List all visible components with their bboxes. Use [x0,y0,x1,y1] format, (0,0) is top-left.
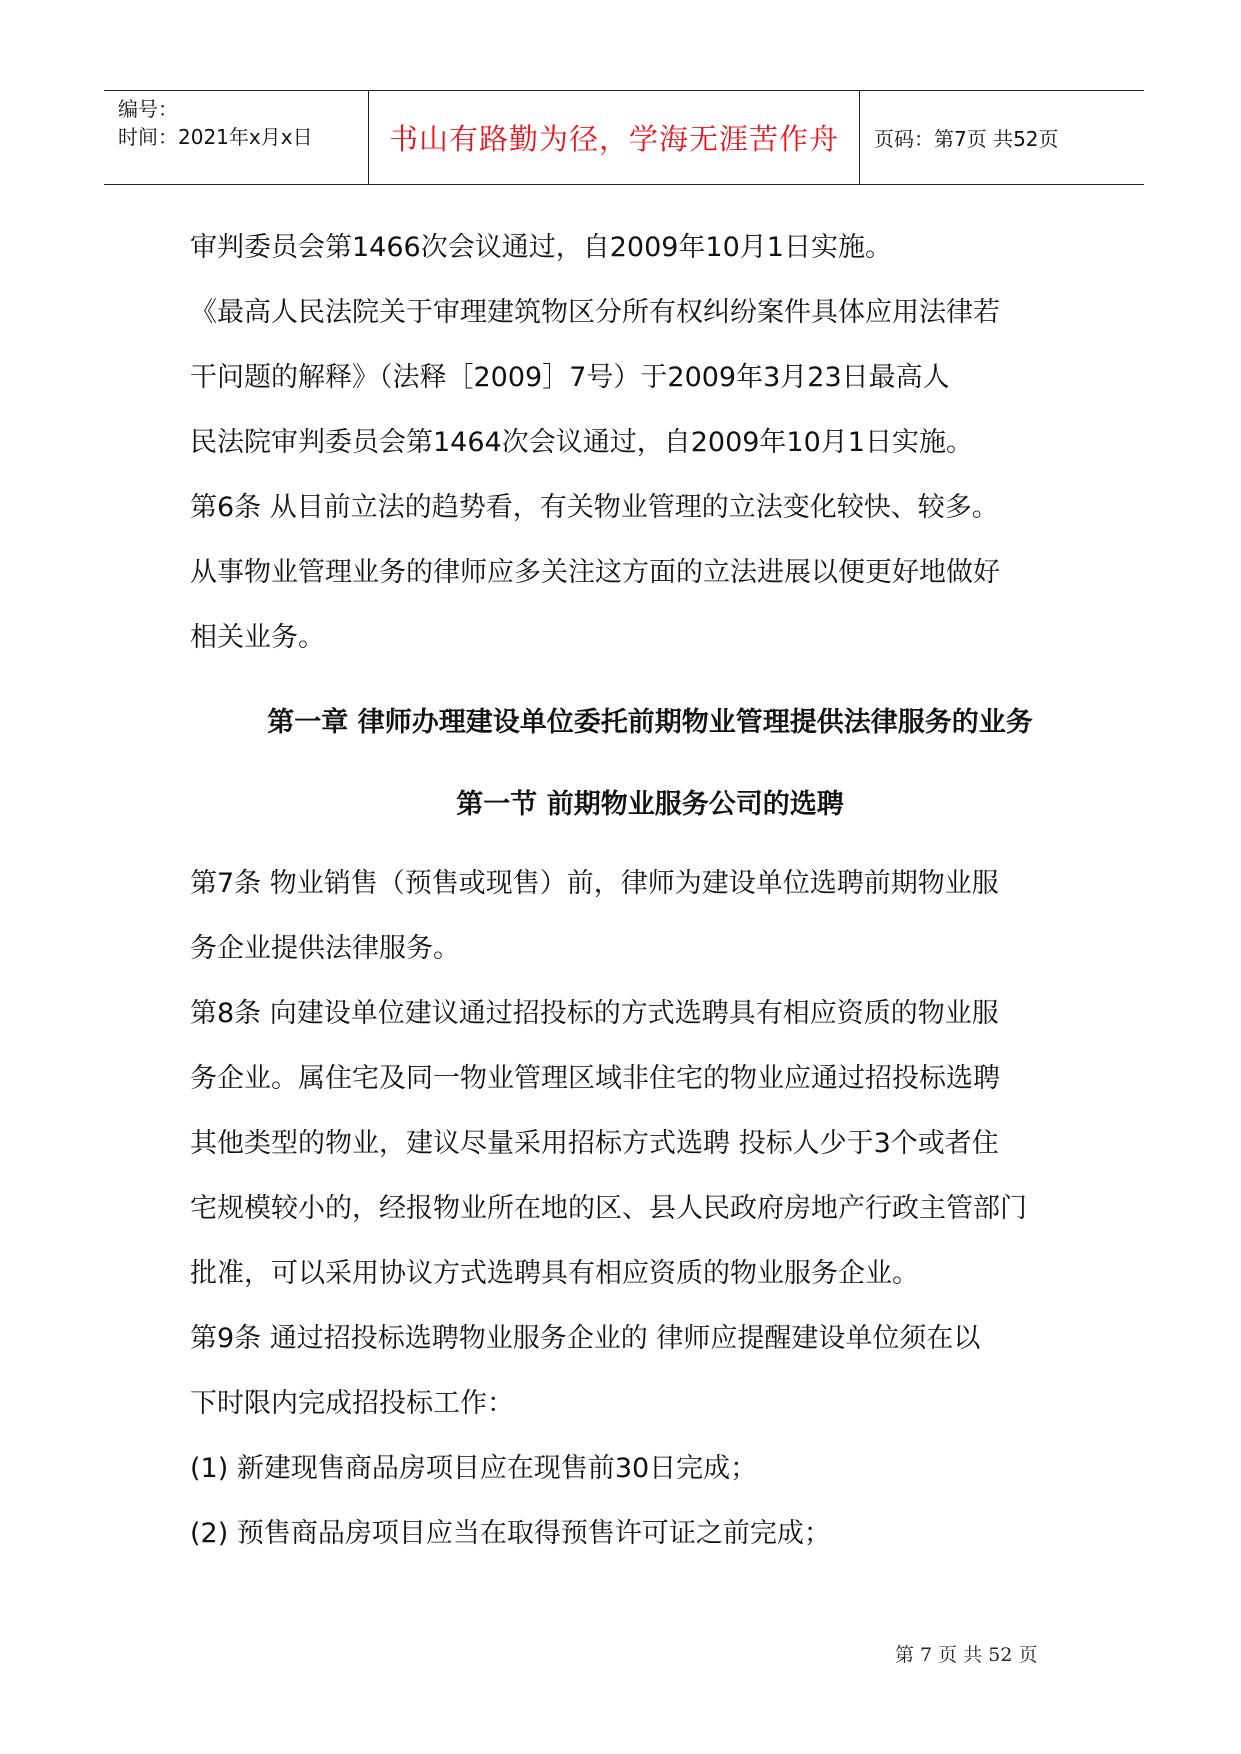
document-time-label: 时间：2021年x月x日 [118,125,313,149]
paragraph-line: 干问题的解释》（法释［2009］7号）于2009年3月23日最高人 [190,362,950,393]
paragraph-line: 第6条 从目前立法的趋势看，有关物业管理的立法变化较快、较多。 [190,492,999,523]
paragraph-line: 下时限内完成招投标工作： [190,1388,514,1419]
paragraph-line: 《最高人民法院关于审理建筑物区分所有权纠纷案件具体应用法律若 [190,297,1000,328]
header-motto-cell [369,91,860,184]
paragraph-line: 民法院审判委员会第1464次会议通过，自2009年10月1日实施。 [190,427,973,458]
paragraph-line: 第7条 物业销售（预售或现售）前，律师为建设单位选聘前期物业服 [190,868,999,899]
paragraph-line: 其他类型的物业，建议尽量采用招标方式选聘 投标人少于3个或者住 [190,1128,999,1159]
document-body [190,215,1110,1566]
paragraph-line: 务企业提供法律服务。 [190,933,460,964]
paragraph-line: 审判委员会第1466次会议通过，自2009年10月1日实施。 [190,232,892,263]
header-page-info: 页码：第7页 共52页 [874,127,1059,151]
chapter-title: 第一章 律师办理建设单位委托前期物业管理提供法律服务的业务 [267,707,1033,738]
paragraph-line: 第8条 向建设单位建议通过招投标的方式选聘具有相应资质的物业服 [190,998,999,1029]
section-title: 第一节 前期物业服务公司的选聘 [456,789,844,820]
list-item: (2) 预售商品房项目应当在取得预售许可证之前完成； [190,1518,831,1549]
document-code-label: 编号： [118,97,178,121]
page-footer: 第 7 页 共 52 页 [895,1644,1038,1666]
paragraph-line: 从事物业管理业务的律师应多关注这方面的立法进展以便更好地做好 [190,557,1000,588]
page-header [104,90,1144,185]
header-page-cell [860,91,1144,184]
paragraph-line: 相关业务。 [190,622,325,653]
list-item: (1) 新建现售商品房项目应在现售前30日完成； [190,1453,758,1484]
header-meta-cell [104,91,369,184]
header-motto: 书山有路勤为径，学海无涯苦作舟 [388,122,839,156]
paragraph-line: 批准，可以采用协议方式选聘具有相应资质的物业服务企业。 [190,1258,919,1289]
paragraph-line: 第9条 通过招投标选聘物业服务企业的 律师应提醒建设单位须在以 [190,1323,981,1354]
paragraph-line: 务企业。属住宅及同一物业管理区域非住宅的物业应通过招投标选聘 [190,1063,1000,1094]
paragraph-line: 宅规模较小的，经报物业所在地的区、县人民政府房地产行政主管部门 [190,1193,1027,1224]
